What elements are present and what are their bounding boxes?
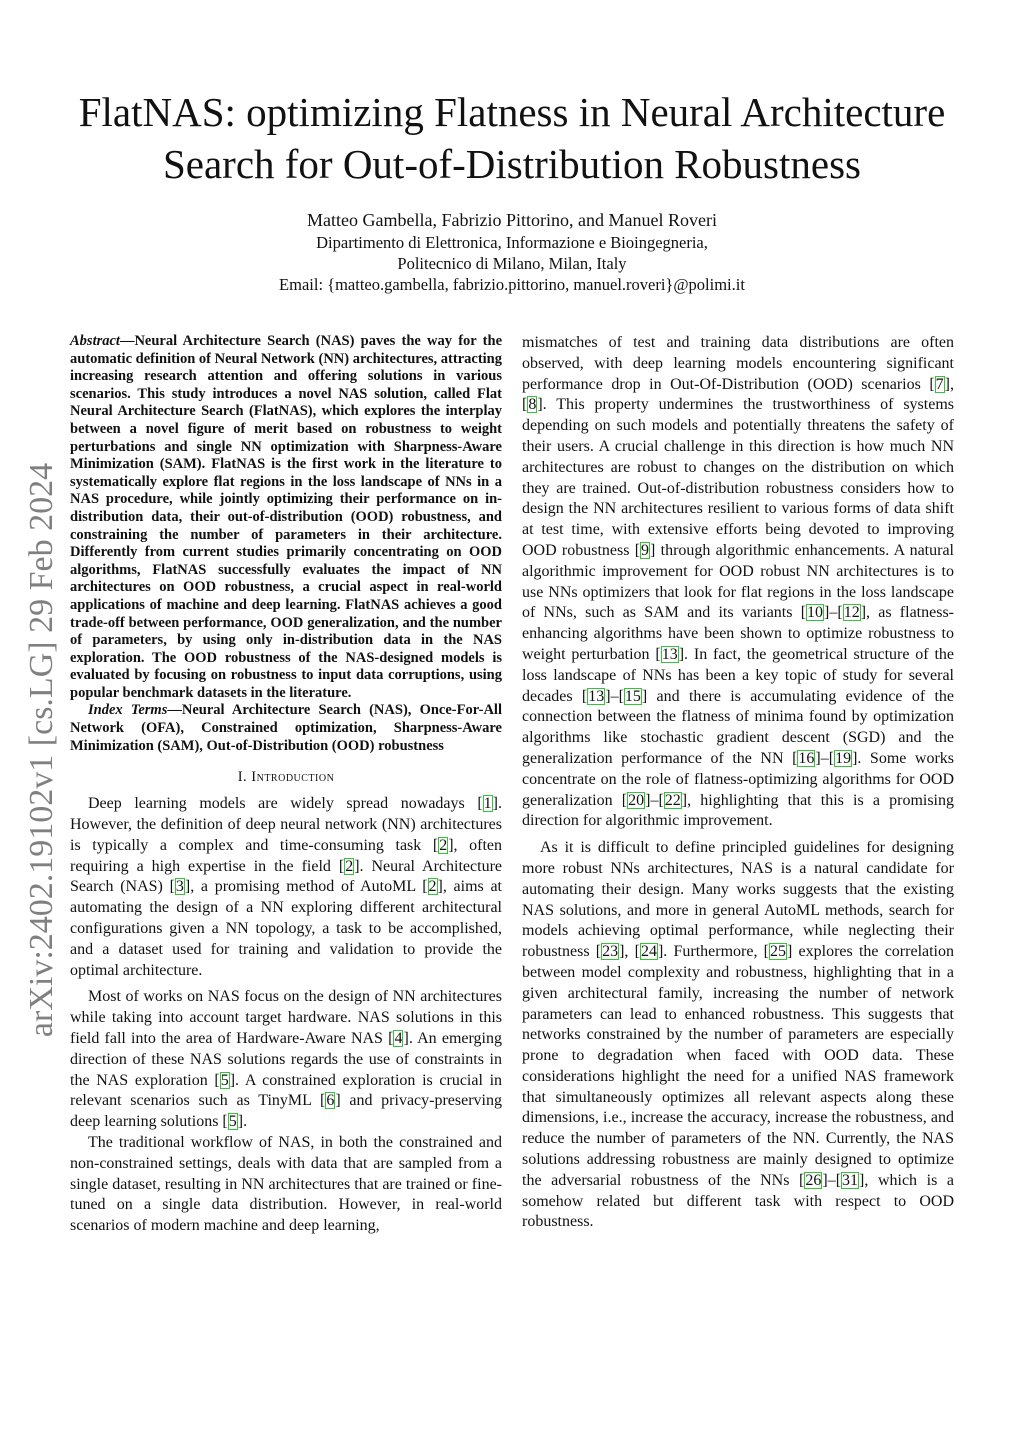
author-names: Matteo Gambella, Fabrizio Pittorino, and Manuel Roveri (307, 210, 717, 230)
affiliation-line-1: Dipartimento di Elettronica, Informazione e Bioingegneria, (316, 233, 708, 252)
citation-link[interactable]: 26 (805, 1171, 822, 1189)
citation-link[interactable]: 2 (428, 878, 437, 896)
text-run: As it is difficult to define principled guidelines for designing more robust NNs architectures, NAS is a natural candidate for automating their design. Many works suggests that the existing NAS solutions, and more in general AutoML methods, search for models achieving optimal performance, while neglecting their robustness [ (522, 839, 954, 961)
index-terms-text: —Neural Architecture Search (NAS), Once-For-All Network (OFA), Constrained optimization, Sharpness-Aware Minimization (SAM), Out-of-Distribution (OOD) robustness (70, 702, 502, 754)
citation-link[interactable]: 9 (641, 541, 650, 559)
abstract (70, 333, 502, 702)
text-run: ], which is a somehow related but different task with respect to OOD robustness. (522, 1171, 955, 1231)
text-run: mismatches of test and training data distributions are often observed, with deep learning models encountering significant performance drop in Out-Of-Distribution (OOD) scenarios [ (522, 334, 954, 393)
text-run: ]–[ (822, 1171, 842, 1189)
text-run: ], highlighting that this is a promising direction for algorithmic improvement. (522, 791, 955, 830)
intro-paragraph-3-cont (522, 333, 954, 832)
text-run: ]. This property undermines the trustworthiness of systems depending on such models and potentially threatens the safety of their users. A crucial challenge in this direction is how much NN architectures are robust to changes on the distribution on which they are trained. Out-of-distribution robustness considers how to design the NN architectures resilient to various forms of data shift at test time, with extensive efforts being devoted to improving OOD robustness [ (522, 396, 954, 559)
intro-paragraph-3: The traditional workflow of NAS, in both the constrained and non-constrained settings, deals with data that are sampled from a single dataset, resulting in NN architectures that are trained or fine-tuned on a single data distribution. However, in real-world scenarios of modern machine and deep learning, (70, 1134, 502, 1235)
intro-paragraph-4 (522, 838, 954, 1233)
citation-link[interactable]: 15 (624, 687, 641, 705)
text-run: ]. Neural Architecture Search (NAS) [ (70, 857, 502, 896)
citation-link[interactable]: 13 (588, 687, 605, 705)
text-run: ], [ (619, 943, 640, 961)
title-line-2: Search for Out-of-Distribution Robustness (162, 141, 862, 187)
text-run: ]–[ (605, 687, 624, 705)
citation-link[interactable]: 2 (439, 836, 448, 854)
text-run: ]. An emerging direction of these NAS solutions regards the use of constraints in the NAS exploration [ (70, 1030, 502, 1089)
text-run: ]–[ (645, 791, 664, 809)
text-run: ]. However, the definition of deep neural network (NN) architectures is typically a complex and time-consuming task [ (70, 795, 502, 854)
text-run: ]–[ (824, 604, 843, 622)
text-run: ], aims at automating the design of a NN exploring different architectural configurations given a NN topology, a task to be accomplished, and a dataset used for training and validation to provide the optimal architecture. (70, 878, 502, 979)
section-heading-introduction: I. Introduction (237, 769, 335, 786)
citation-link[interactable]: 10 (807, 604, 824, 622)
intro-paragraph-2 (70, 987, 502, 1133)
citation-link[interactable]: 23 (602, 943, 619, 961)
text-run: ] explores the correlation between model complexity and robustness, highlighting that in a given architectural family, increasing the number of network parameters can lead to enhanced robustness. This suggests that networks constrained by the number of parameters are especially prone to degradation when faced with OOD data. These considerations highlight the need for a unified NAS framework that simultaneously optimizes all relevant aspects along these dimensions, i.e., increase the accuracy, increase the robustness, and reduce the number of parameters of the NN. Currently, the NAS solutions addressing robustness are mainly designed to optimize the adversarial robustness of the NNs [ (522, 943, 955, 1189)
text-run: ]. A constrained exploration is crucial in relevant scenarios such as TinyML [ (70, 1071, 503, 1110)
citation-link[interactable]: 13 (661, 645, 678, 663)
left-column (70, 333, 502, 1237)
index-terms-label: Index Terms (88, 702, 168, 719)
citation-link[interactable]: 31 (842, 1171, 859, 1189)
citation-link[interactable]: 25 (770, 943, 787, 961)
citation-link[interactable]: 19 (835, 749, 852, 767)
text-run: ], as flatness-enhancing algorithms have been shown to optimize robustness to weight perturbation [ (522, 604, 955, 663)
paper-title (40, 86, 984, 190)
text-run: ] through algorithmic enhancements. A natural algorithmic improvement for OOD robust NN architectures is to use NNs optimizers that look for flat regions in the loss landscape of NNs, such as SAM and its variants [ (522, 541, 954, 622)
text-run: ], a promising method of AutoML [ (184, 878, 428, 896)
abstract-text: —Neural Architecture Search (NAS) paves the way for the automatic definition of Neural Network (NN) architectures, attracting increasing research attention and offering solutions in various scenarios. This study introduces a novel NAS solution, called Flat Neural Architecture Search (FlatNAS), which explores the interplay between a novel figure of merit based on robustness to weight perturbations and single NN optimization with Sharpness-Aware Minimization (SAM). FlatNAS is the first work in the literature to systematically explore flat regions in the loss landscape of NNs in a NAS procedure, while jointly optimizing their performance on in-distribution data, their out-of-distribution (OOD) robustness, and constraining the number of parameters in their architecture. Differently from current studies primarily concentrating on OOD algorithms, FlatNAS successfully evaluates the impact of NN architectures on OOD robustness, a crucial aspect in real-world applications of machine and deep learning. FlatNAS achieves a good trade-off between performance, OOD generalization, and the number of parameters, by using only in-distribution data in the NAS exploration. The OOD robustness of the NAS-designed models is evaluated by focusing on robustness to input data corruptions, using popular benchmark datasets in the literature. (70, 333, 502, 701)
title-line-1: FlatNAS: optimizing Flatness in Neural Architecture (78, 89, 946, 135)
text-run: Most of works on NAS focus on the design of NN architectures while taking into account target hardware. NAS solutions in this field fall into the area of Hardware-Aware NAS [ (70, 988, 502, 1048)
text-run: ]. In fact, the geometrical structure of the loss landscape of NNs has been a key topic of study for several decades [ (522, 645, 955, 705)
citation-link[interactable]: 8 (528, 396, 537, 414)
citation-link[interactable]: 2 (345, 857, 354, 875)
citation-link[interactable]: 22 (664, 791, 681, 809)
arxiv-stamp-text: arXiv:2402.19102v1 [cs.LG] 29 Feb 2024 (23, 462, 60, 1038)
citation-link[interactable]: 4 (394, 1030, 403, 1048)
text-run: ]. Some works concentrate on the role of flatness-optimizing algorithms for OOD generalization [ (522, 749, 954, 809)
text-run: ] and there is accumulating evidence of the connection between the flatness of minima found by optimization algorithms like stochastic gradient descent (SGD) and the generalization performance of the NN [ (522, 687, 954, 767)
text-run: ]–[ (815, 749, 835, 767)
citation-link[interactable]: 3 (175, 878, 184, 896)
citation-link[interactable]: 5 (220, 1071, 229, 1089)
citation-link[interactable]: 24 (640, 943, 657, 961)
citation-link[interactable]: 5 (228, 1113, 237, 1131)
citation-link[interactable]: 1 (483, 795, 492, 813)
intro-paragraph-1 (70, 794, 502, 981)
text-run: Deep learning models are widely spread nowadays [ (88, 795, 483, 813)
text-run: ] and privacy-preserving deep learning solutions [ (70, 1092, 502, 1131)
abstract-label: Abstract (70, 333, 120, 349)
citation-link[interactable]: 7 (935, 375, 944, 393)
index-terms (70, 702, 502, 755)
affiliation-line-2: Politecnico di Milano, Milan, Italy (397, 254, 627, 273)
citation-link[interactable]: 20 (628, 791, 645, 809)
right-column (522, 333, 954, 1233)
text-run: ]. Furthermore, [ (657, 943, 770, 961)
citation-link[interactable]: 12 (843, 604, 860, 622)
arxiv-stamp (12, 450, 72, 1050)
email-line: Email: {matteo.gambella, fabrizio.pittorino, manuel.roveri}@polimi.it (279, 275, 745, 294)
text-run: ]. (237, 1113, 248, 1131)
text-run: ], often requiring a high expertise in the field [ (70, 836, 502, 875)
author-block (40, 208, 984, 295)
text-run: ], [ (522, 375, 954, 414)
citation-link[interactable]: 16 (798, 749, 815, 767)
citation-link[interactable]: 6 (326, 1092, 335, 1110)
